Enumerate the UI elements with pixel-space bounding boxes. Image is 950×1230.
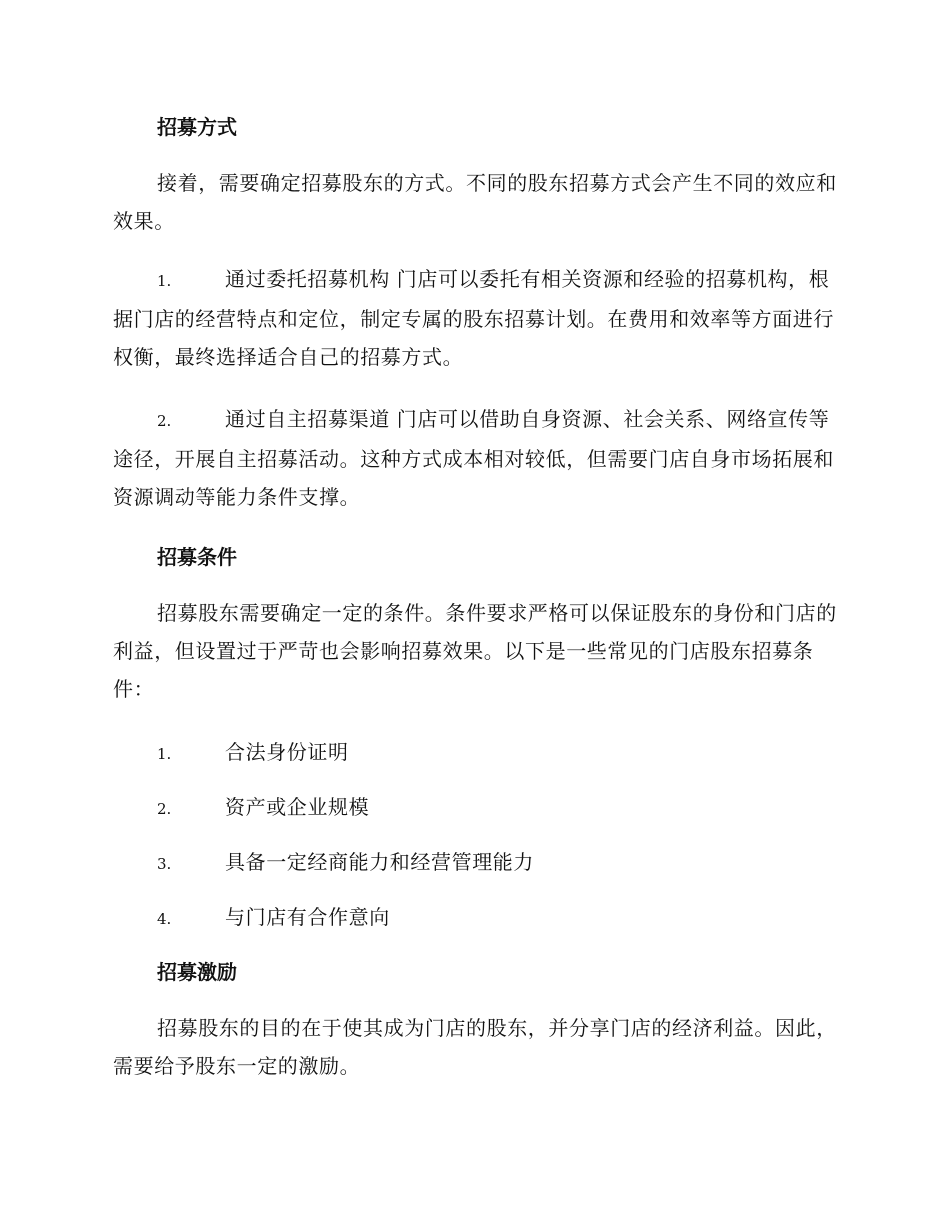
section-heading-recruitment-method: 招募方式 bbox=[157, 115, 237, 139]
section-heading-recruitment-incentives: 招募激励 bbox=[157, 960, 237, 984]
list-number: 1. bbox=[157, 272, 172, 290]
list-item-text: 与门店有合作意向 bbox=[225, 905, 390, 929]
list-item bbox=[113, 260, 843, 376]
paragraph-recruitment-incentives-intro: 招募股东的目的在于使其成为门店的股东，并分享门店的经济利益。因此，需要给予股东一定的激励。 bbox=[113, 1016, 837, 1078]
list-item-text: 资产或企业规模 bbox=[225, 795, 370, 819]
section-heading-recruitment-conditions: 招募条件 bbox=[157, 545, 237, 569]
list-item bbox=[113, 903, 390, 933]
list-item-text: 具备一定经商能力和经营管理能力 bbox=[225, 850, 534, 874]
list-number: 3. bbox=[157, 855, 172, 873]
list-number: 1. bbox=[157, 745, 172, 763]
paragraph-recruitment-conditions-intro: 招募股东需要确定一定的条件。条件要求严格可以保证股东的身份和门店的利益，但设置过于严苛也会影响招募效果。以下是一些常见的门店股东招募条件： bbox=[113, 601, 837, 701]
list-number: 2. bbox=[157, 412, 172, 430]
list-item-text: 通过委托招募机构 门店可以委托有相关资源和经验的招募机构，根据门店的经营特点和定位，制定专属的股东招募计划。在费用和效率等方面进行权衡，最终选择适合自己的招募方式。 bbox=[113, 267, 834, 369]
list-item-text: 通过自主招募渠道 门店可以借助自身资源、社会关系、网络宣传等途径，开展自主招募活动。这种方式成本相对较低，但需要门店自身市场拓展和资源调动等能力条件支撑。 bbox=[113, 407, 834, 509]
list-item-text: 合法身份证明 bbox=[225, 740, 349, 764]
list-item bbox=[113, 738, 349, 768]
list-item bbox=[113, 400, 843, 516]
paragraph-recruitment-method-intro: 接着，需要确定招募股东的方式。不同的股东招募方式会产生不同的效应和效果。 bbox=[113, 171, 837, 233]
list-item bbox=[113, 848, 534, 878]
list-item bbox=[113, 793, 369, 823]
list-number: 2. bbox=[157, 800, 172, 818]
list-number: 4. bbox=[157, 910, 172, 928]
